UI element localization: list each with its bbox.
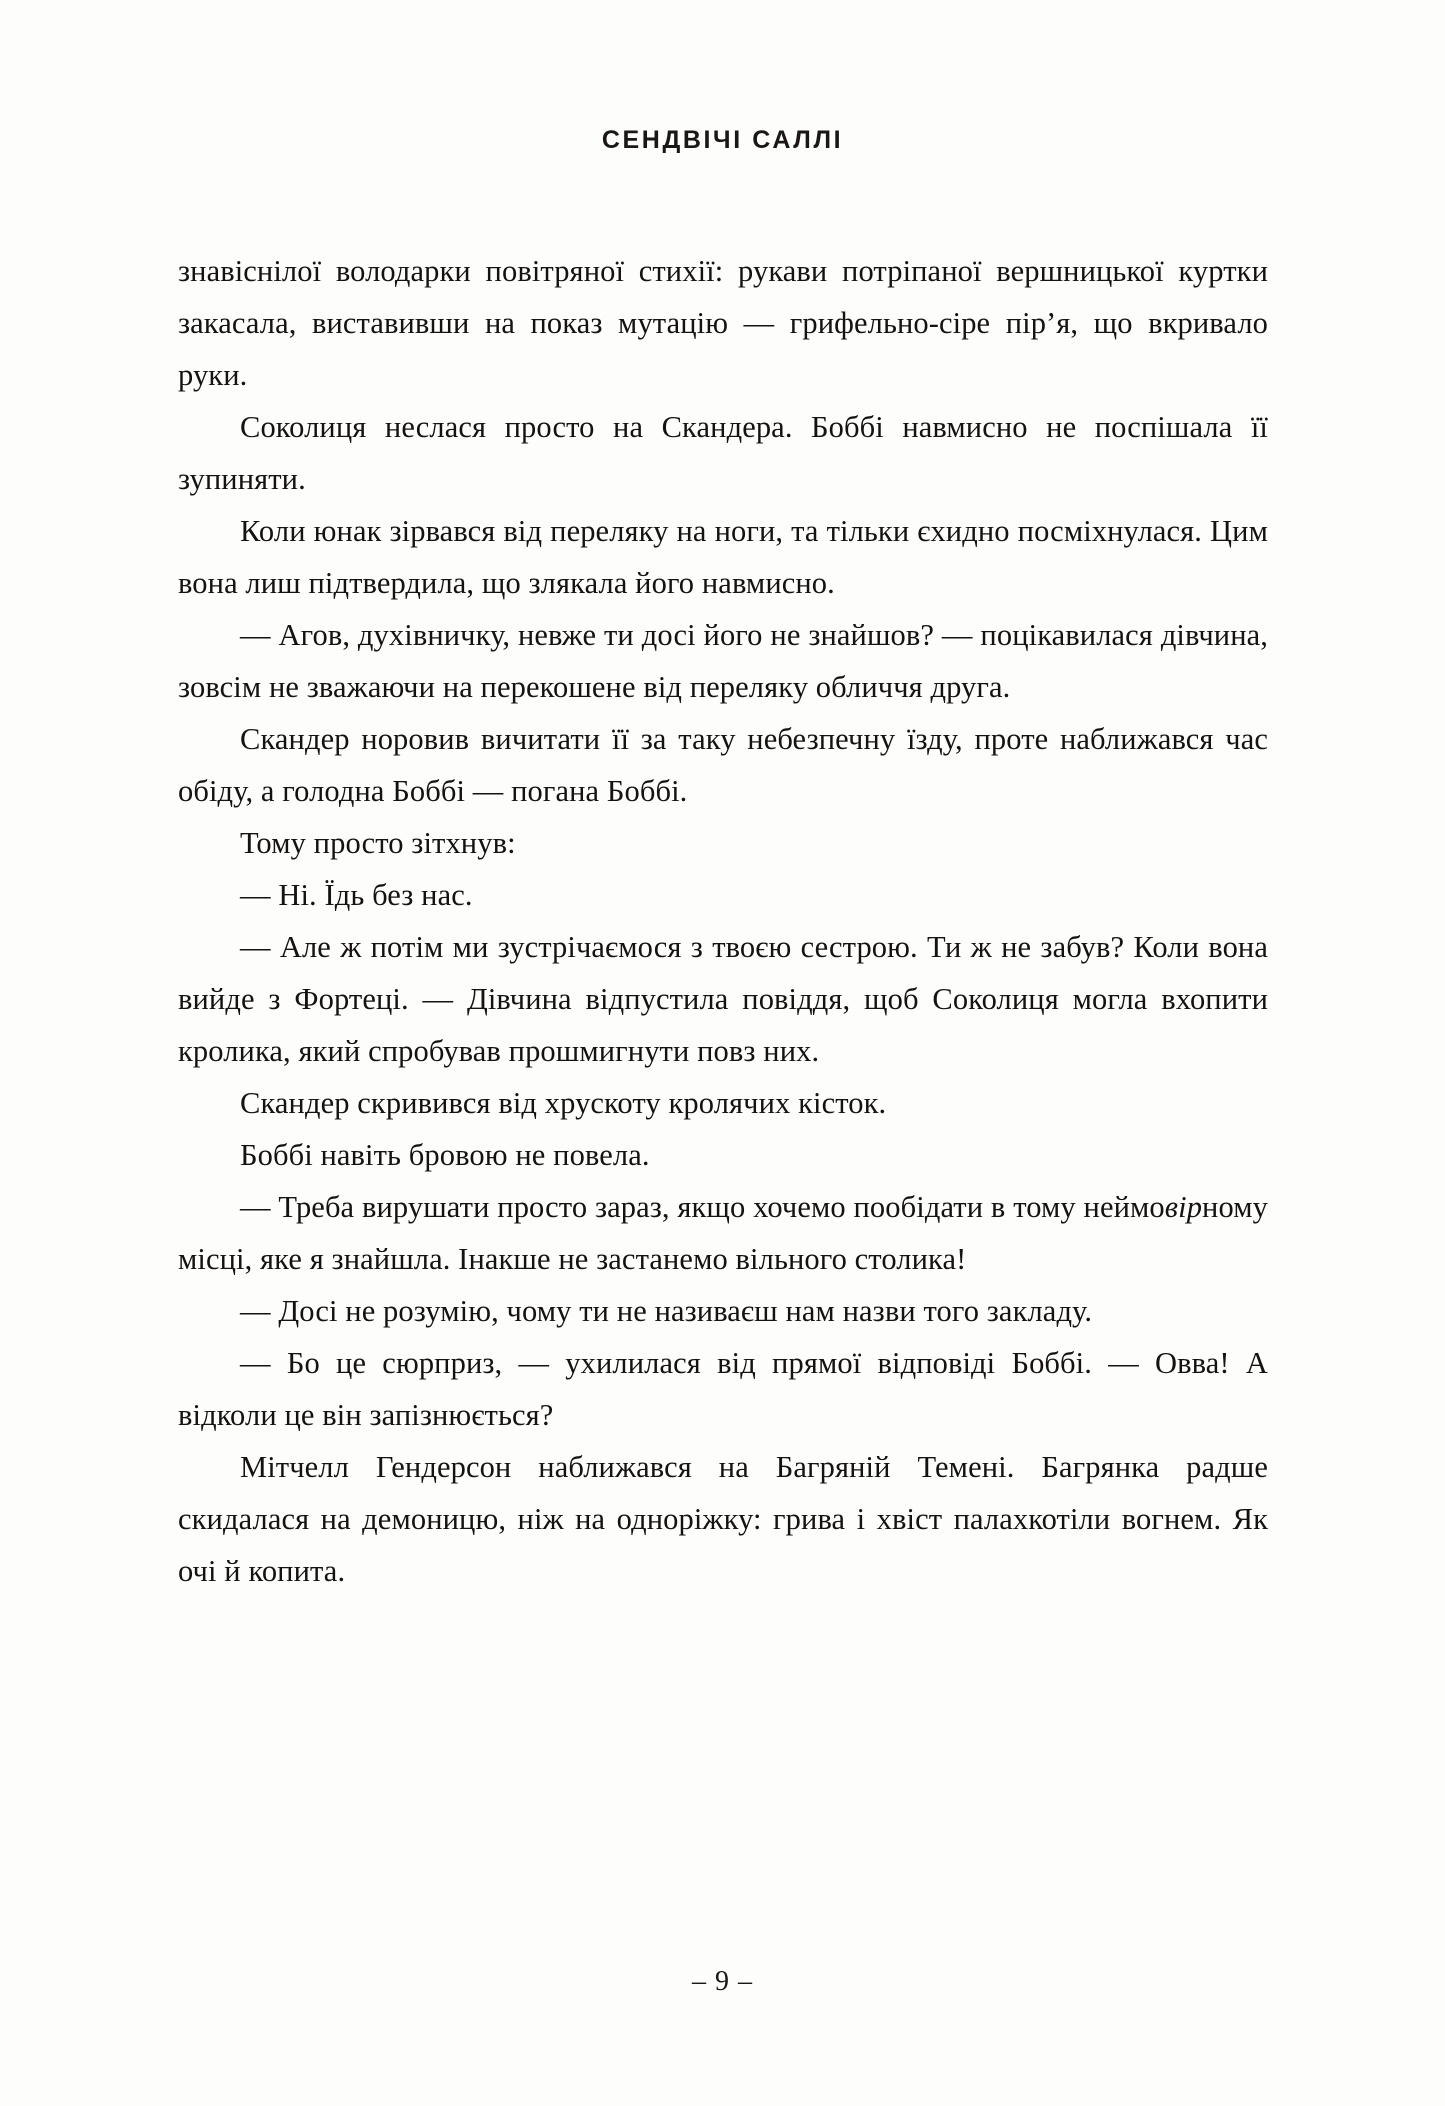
page-number: – 9 – [692,1966,753,1997]
paragraph: — Досі не розумію, чому ти не називаєш нам назви того закладу. [240,1294,1093,1328]
body-text [178,245,1268,1597]
paragraph: — Ні. Їдь без нас. [240,878,473,912]
paragraph: — Бо це сюрприз, — ухилилася від прямої відповіді Боббі. — Овва! А відколи це він запізнюється? [178,1346,1268,1432]
paragraph: Мітчелл Гендерсон наближався на Багряній Темені. Багрянка радше скидалася на демоницю, ніж на одноріжку: грива і хвіст палахкотіли вогнем. Як очі й копита. [178,1450,1268,1588]
paragraph: — Треба вирушати просто зараз, якщо хочемо пообідати в тому неймовірному місці, яке я знайшла. Інакше не застанемо вільного столика! [178,1190,1268,1276]
paragraph: знавіснілої володарки повітряної стихії: рукави потріпаної вершницької куртки закасала, виставивши на показ мутацію — грифельно-сіре пір’я, що вкривало руки. [178,254,1268,392]
paragraph: Соколиця неслася просто на Скандера. Боббі навмисно не поспішала її зупиняти. [178,410,1268,496]
paragraph: Боббі навіть бровою не повела. [240,1138,650,1172]
paragraph: Тому просто зітхнув: [240,826,516,860]
paragraph: Скандер норовив вичитати її за таку небезпечну їзду, проте наближався час обіду, а голодна Боббі — погана Боббі. [178,722,1268,808]
paragraph: Коли юнак зірвався від переляку на ноги, та тільки єхидно посміхнулася. Цим вона лиш підтвердила, що злякала його навмисно. [178,514,1268,600]
paragraph: — Але ж потім ми зустрічаємося з твоєю сестрою. Ти ж не забув? Коли вона вийде з Фортеці. — Дівчина відпустила повіддя, щоб Соколиця могла вхопити кролика, який спробував прошмигнути повз них. [178,930,1268,1068]
running-head: СЕНДВІЧІ САЛЛІ [601,126,844,154]
paragraph: — Агов, духівничку, невже ти досі його не знайшов? — поцікавилася дівчина, зовсім не зважаючи на перекошене від переляку обличчя друга. [178,618,1268,704]
paragraph: Скандер скривився від хрускоту кролячих кісток. [240,1086,887,1120]
